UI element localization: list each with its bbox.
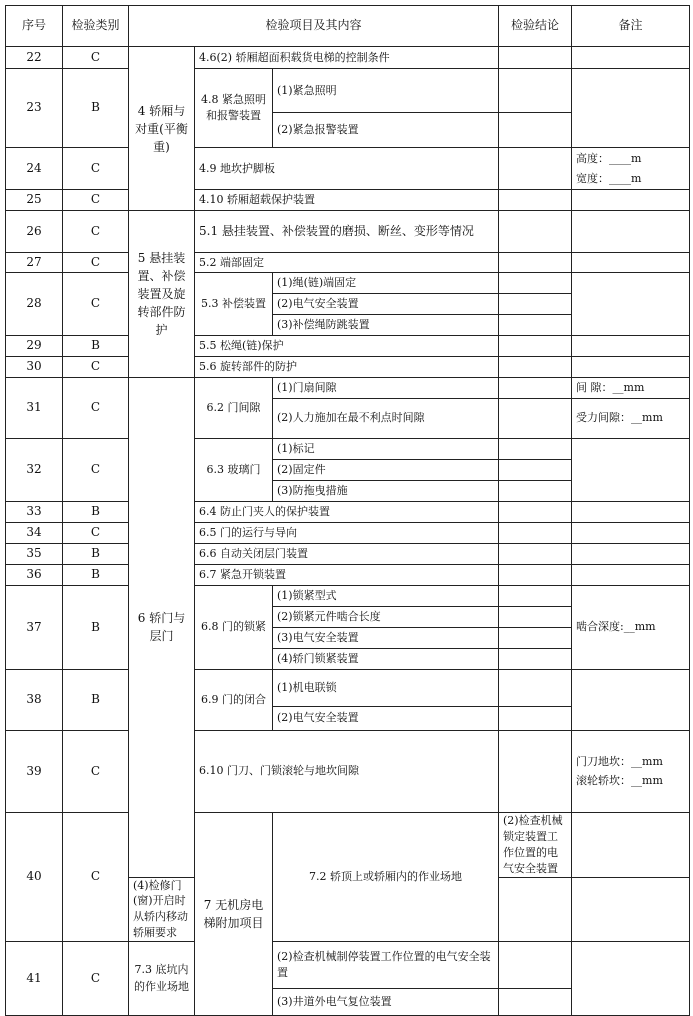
subitem: (2)固定件 xyxy=(273,459,499,480)
table-row xyxy=(6,336,690,357)
class-cell: C xyxy=(63,812,129,942)
note-cell xyxy=(572,543,690,564)
seq-cell: 40 xyxy=(6,812,63,942)
result-cell[interactable] xyxy=(499,336,572,357)
class-cell: C xyxy=(63,730,129,812)
table-row xyxy=(6,564,690,585)
note-cell xyxy=(572,564,690,585)
item-5-3: 5.3 补偿装置 xyxy=(195,273,273,336)
class-cell: C xyxy=(63,438,129,501)
result-cell[interactable] xyxy=(499,69,572,113)
note-roller: 滚轮轿坎：__mm xyxy=(576,774,663,788)
result-cell[interactable] xyxy=(499,113,572,148)
table-row xyxy=(6,69,690,113)
result-cell[interactable] xyxy=(499,47,572,69)
seq-cell: 22 xyxy=(6,47,63,69)
result-cell[interactable] xyxy=(499,480,572,501)
seq-cell: 38 xyxy=(6,669,63,730)
header-note: 备注 xyxy=(572,6,690,47)
result-cell[interactable] xyxy=(499,877,572,942)
note-cell xyxy=(572,47,690,69)
category-4: 4 轿厢与对重(平衡重) xyxy=(129,47,195,211)
subitem: (2)紧急报警装置 xyxy=(273,113,499,148)
subitem: (1)紧急照明 xyxy=(273,69,499,113)
table-row xyxy=(6,357,690,378)
seq-cell: 41 xyxy=(6,942,63,1016)
class-cell: B xyxy=(63,564,129,585)
subitem: (3)防拖曳措施 xyxy=(273,480,499,501)
subitem: (2)锁紧元件啮合长度 xyxy=(273,606,499,627)
item-5-1: 5.1 悬挂装置、补偿装置的磨损、断丝、变形等情况 xyxy=(195,211,499,253)
seq-cell: 32 xyxy=(6,438,63,501)
class-cell: C xyxy=(63,273,129,336)
item-4-10: 4.10 轿厢超载保护装置 xyxy=(195,190,499,211)
table-row xyxy=(6,522,690,543)
table-row xyxy=(6,253,690,273)
table-row xyxy=(6,190,690,211)
result-cell[interactable] xyxy=(499,564,572,585)
subitem: (3)电气安全装置 xyxy=(273,627,499,648)
result-cell[interactable] xyxy=(499,706,572,730)
category-7: 7 无机房电梯附加项目 xyxy=(195,812,273,1016)
class-cell: C xyxy=(63,522,129,543)
item-7-2: 7.2 轿顶上或轿厢内的作业场地 xyxy=(273,812,499,942)
table-row xyxy=(6,669,690,706)
item-4-8: 4.8 紧急照明和报警装置 xyxy=(195,69,273,148)
item-7-3: 7.3 底坑内的作业场地 xyxy=(129,942,195,1016)
result-cell[interactable] xyxy=(499,273,572,294)
item-6-9: 6.9 门的闭合 xyxy=(195,669,273,730)
result-cell[interactable] xyxy=(499,942,572,989)
class-cell: B xyxy=(63,669,129,730)
result-cell[interactable] xyxy=(499,294,572,315)
subitem: (2)检查机械制停装置工作位置的电气安全装置 xyxy=(273,942,499,989)
note-height: 高度：____m xyxy=(576,151,642,165)
result-cell[interactable] xyxy=(499,648,572,669)
table-row xyxy=(6,730,690,812)
subitem: (4)轿门锁紧装置 xyxy=(273,648,499,669)
result-cell[interactable] xyxy=(499,315,572,336)
table-row xyxy=(6,585,690,606)
note-cell xyxy=(572,730,690,812)
subitem: (2)电气安全装置 xyxy=(273,706,499,730)
note-cell: 受力间隙：__mm xyxy=(572,398,690,438)
subitem: (1)锁紧型式 xyxy=(273,585,499,606)
item-6-7: 6.7 紧急开锁装置 xyxy=(195,564,499,585)
result-cell[interactable] xyxy=(499,211,572,253)
seq-cell: 30 xyxy=(6,357,63,378)
note-cell xyxy=(572,522,690,543)
result-cell[interactable] xyxy=(499,585,572,606)
item-6-8: 6.8 门的锁紧 xyxy=(195,585,273,669)
seq-cell: 36 xyxy=(6,564,63,585)
result-cell[interactable] xyxy=(499,357,572,378)
result-cell[interactable] xyxy=(499,627,572,648)
seq-cell: 37 xyxy=(6,585,63,669)
subitem: (3)井道外电气复位装置 xyxy=(273,989,499,1016)
table-row xyxy=(6,273,690,294)
subitem: (2)人力施加在最不利点时间隙 xyxy=(273,398,499,438)
result-cell[interactable] xyxy=(499,669,572,706)
class-cell: B xyxy=(63,585,129,669)
subitem: (2)电气安全装置 xyxy=(273,294,499,315)
class-cell: C xyxy=(63,190,129,211)
category-6: 6 轿门与层门 xyxy=(129,378,195,878)
header-result: 检验结论 xyxy=(499,6,572,47)
note-cell xyxy=(572,669,690,730)
table-row xyxy=(6,378,690,399)
table-row xyxy=(6,501,690,522)
seq-cell: 24 xyxy=(6,148,63,190)
result-cell[interactable] xyxy=(499,989,572,1016)
item-6-10: 6.10 门刀、门锁滚轮与地坎间隙 xyxy=(195,730,499,812)
item-6-4: 6.4 防止门夹人的保护装置 xyxy=(195,501,499,522)
item-6-5: 6.5 门的运行与导向 xyxy=(195,522,499,543)
seq-cell: 23 xyxy=(6,69,63,148)
note-cell xyxy=(572,501,690,522)
seq-cell: 28 xyxy=(6,273,63,336)
result-cell[interactable] xyxy=(499,398,572,438)
note-cell xyxy=(572,336,690,357)
item-5-2: 5.2 端部固定 xyxy=(195,253,499,273)
class-cell: C xyxy=(63,47,129,69)
class-cell: B xyxy=(63,501,129,522)
class-cell: C xyxy=(63,148,129,190)
note-cell xyxy=(572,253,690,273)
class-cell: C xyxy=(63,211,129,253)
result-cell[interactable] xyxy=(499,501,572,522)
item-4-9: 4.9 地坎护脚板 xyxy=(195,148,499,190)
table-row xyxy=(6,812,690,877)
table-row xyxy=(6,47,690,69)
result-cell[interactable] xyxy=(499,730,572,812)
result-cell[interactable] xyxy=(499,459,572,480)
note-cell xyxy=(572,148,690,190)
note-cell xyxy=(572,942,690,1016)
seq-cell: 27 xyxy=(6,253,63,273)
seq-cell: 39 xyxy=(6,730,63,812)
class-cell: B xyxy=(63,336,129,357)
class-cell: C xyxy=(63,357,129,378)
seq-cell: 35 xyxy=(6,543,63,564)
item-5-6: 5.6 旋转部件的防护 xyxy=(195,357,499,378)
result-cell[interactable] xyxy=(499,606,572,627)
note-cell: 间 隙：__mm xyxy=(572,378,690,399)
note-cell: 啮合深度:__mm xyxy=(572,585,690,669)
header-seq: 序号 xyxy=(6,6,63,47)
note-width: 宽度：____m xyxy=(576,171,642,185)
subitem: (1)门扇间隙 xyxy=(273,378,499,399)
result-cell[interactable] xyxy=(499,378,572,399)
note-cell xyxy=(572,438,690,501)
table-header-row xyxy=(6,6,690,47)
item-4-6: 4.6(2) 轿厢超面积载货电梯的控制条件 xyxy=(195,47,499,69)
class-cell: C xyxy=(63,378,129,439)
class-cell: C xyxy=(63,942,129,1016)
result-cell[interactable] xyxy=(499,148,572,190)
table-row xyxy=(6,942,690,989)
table-row xyxy=(6,148,690,190)
result-cell[interactable] xyxy=(499,438,572,459)
result-cell[interactable] xyxy=(499,543,572,564)
category-5: 5 悬挂装置、补偿装置及旋转部件防护 xyxy=(129,211,195,378)
note-cell xyxy=(572,69,690,148)
header-category: 检验类别 xyxy=(63,6,129,47)
table-row xyxy=(6,211,690,253)
subitem: (1)绳(链)端固定 xyxy=(273,273,499,294)
result-cell[interactable] xyxy=(572,812,690,877)
note-cell xyxy=(572,357,690,378)
result-cell[interactable] xyxy=(499,522,572,543)
item-6-6: 6.6 自动关闭层门装置 xyxy=(195,543,499,564)
subitem: (1)机电联锁 xyxy=(273,669,499,706)
note-cell xyxy=(572,211,690,253)
note-cell xyxy=(572,273,690,336)
item-6-2: 6.2 门间隙 xyxy=(195,378,273,439)
result-cell[interactable] xyxy=(499,253,572,273)
seq-cell: 26 xyxy=(6,211,63,253)
note-door-knife: 门刀地坎：__mm xyxy=(576,754,663,768)
class-cell: C xyxy=(63,253,129,273)
subitem: (1)标记 xyxy=(273,438,499,459)
subitem: (4)检修门(窗)开启时从轿内移动轿厢要求 xyxy=(129,877,195,942)
subitem: (2)检查机械锁定装置工作位置的电气安全装置 xyxy=(499,812,572,877)
class-cell: B xyxy=(63,69,129,148)
seq-cell: 31 xyxy=(6,378,63,439)
note-cell xyxy=(572,190,690,211)
inspection-table xyxy=(5,5,690,1016)
item-6-3: 6.3 玻璃门 xyxy=(195,438,273,501)
seq-cell: 29 xyxy=(6,336,63,357)
header-item: 检验项目及其内容 xyxy=(129,6,499,47)
seq-cell: 33 xyxy=(6,501,63,522)
subitem: (3)补偿绳防跳装置 xyxy=(273,315,499,336)
result-cell[interactable] xyxy=(499,190,572,211)
table-row xyxy=(6,438,690,459)
table-row xyxy=(6,543,690,564)
item-5-5: 5.5 松绳(链)保护 xyxy=(195,336,499,357)
class-cell: B xyxy=(63,543,129,564)
seq-cell: 25 xyxy=(6,190,63,211)
seq-cell: 34 xyxy=(6,522,63,543)
